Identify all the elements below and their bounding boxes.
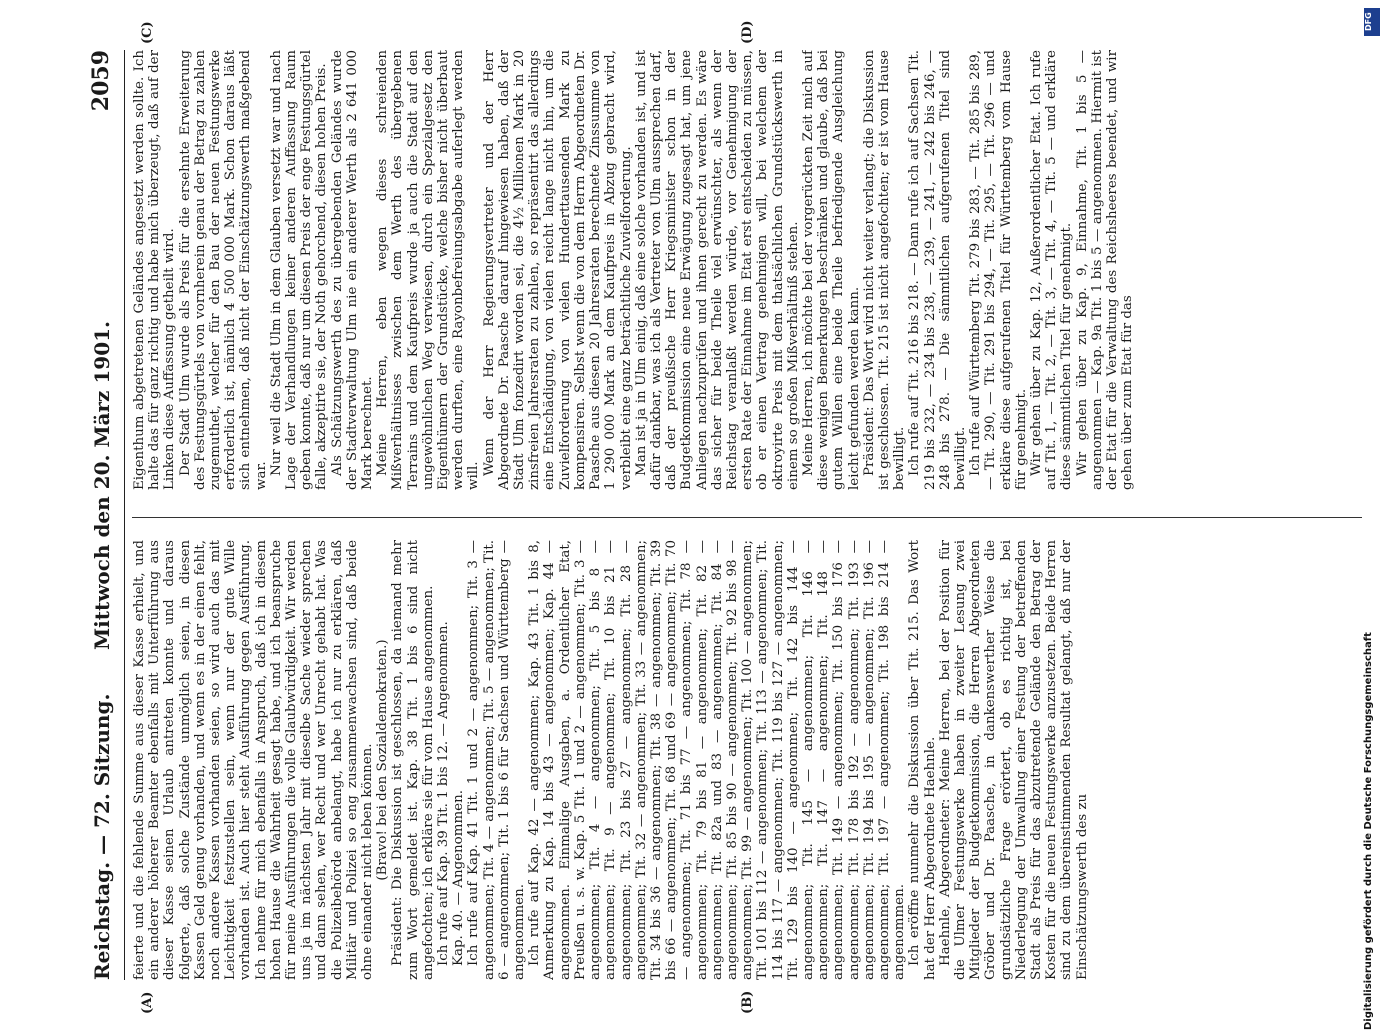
paragraph: Wir gehen über zu Kap. 9, Einnahme, Tit. 1 bis 5 — angenommen — Kap. 9a Tit. 1 bis 5 — angenommen. Hiermit ist der Etat für die Verwaltung des Reichsheeres beendet, und wir gehen über zum Etat für das	[1074, 50, 1136, 490]
column-divider	[132, 517, 1362, 518]
left-column	[132, 540, 1362, 980]
document-page	[30, 20, 1370, 1014]
paragraph: Ich rufe auf Tit. 216 bis 218. — Dann rufe ich auf Sachsen Tit. 219 bis 232, — 234 bis 238, — 239, — 241, — 242 bis 246, — 248 bis 278. — Die sämmtlichen aufgerufenen Titel sind bewilligt.	[907, 50, 968, 490]
paragraph: Meine Herren, eben wegen dieses schreienden Mißverhältnisses zwischen dem Werth des übergebenen Terrains und dem Kaufpreis wurde ja auch die Stadt auf den ungewöhnlichen Weg verwiesen, durch ein Spezialgesetz den Eigenthümern der Grundstücke, welche bisher nicht überbaut werden durften, eine Rayonbefreiungsabgabe auferlegt werden will.	[375, 50, 482, 490]
paragraph: Ich eröffne nunmehr die Diskussion über Tit. 215. Das Wort hat der Herr Abgeordnete Haehnle.	[907, 540, 938, 980]
paragraph: Wenn der Herr Regierungsvertreter und der Herr Abgeordnete Dr. Paasche darauf hingewiesen haben, daß der Stadt Ulm fonzedirt worden sei, die 4½ Millionen Mark in 20 zinsfreien Jahresraten zu zahlen, so repräsentirt das allerdings eine Entschädigung, von vielen reicht lange nicht hin, um die Zuvielforderung von vielen Hunderttausenden Mark zu kompensiren. Selbst wenn die von dem Herrn Abgeordneten Dr. Paasche aus diesen 20 Jahresraten berechnete Zinssumme von 1 290 000 Mark an dem Kaufpreis in Abzug gebracht wird, verbleibt eine ganz beträchtliche Zuvielforderung.	[481, 50, 634, 490]
paragraph: Präsident: Das Wort wird nicht weiter verlangt; die Diskussion ist geschlossen. Tit. 215 ist nicht angefochten; er ist vom Hause bewilligt.	[861, 50, 908, 490]
page-number: 2059	[88, 50, 114, 112]
paragraph: Präsident: Die Diskussion ist geschlossen, da niemand mehr zum Wort gemeldet ist. Kap. 38 Tit. 1 bis 6 sind nicht angefochten; ich erkläre sie für vom Hause angenommen.	[390, 540, 436, 980]
rotated-page-content	[80, 20, 1370, 1014]
margin-marker-d: (D)	[740, 20, 755, 44]
paragraph: Man ist ja in Ulm einig, daß eine solche vorhanden ist, und ist dafür dankbar, was ich als Vertreter von Ulm aussprechen darf, daß der preußische Herr Kriegsminister schon in der Budgetkommission eine neue Erwägung zugesagt hat, um jene Anliegen nachzuprüfen und ihnen gerecht zu werden. Es wäre das sicher für beide Theile viel erwünschter, als wenn der Reichstag veranlaßt werden würde, vor Genehmigung der ersten Rate der Einnahme im Etat erst entscheiden zu müssen, ob er einen Vertrag genehmigen will, bei welchem der oktroyirte Preis mit dem thatsächlichen Grundstückswerth in einem so großen Mißverhältniß stehen.	[633, 50, 801, 490]
header-date: Mittwoch den 20. März 1901.	[90, 320, 114, 650]
margin-marker-a: (A)	[140, 991, 155, 1014]
paragraph: Ich rufe auf Kap. 42 — angenommen; Kap. 43 Tit. 1 bis 8, Anmerkung zu Kap. 14 bis 43 — angenommen; Kap. 44 — angenommen. Einmalige Ausgaben, a. Ordentlicher Etat, Preußen u. s. w. Kap. 5 Tit. 1 und 2 — angenommen; Tit. 3 — angenommen; Tit. 4 — angenommen; Tit. 5 bis 8 — angenommen; Tit. 9 — angenommen; Tit. 10 bis 21 — angenommen; Tit. 23 bis 27 — angenommen; Tit. 28 — angenommen; Tit. 32 — angenommen; Tit. 33 — angenommen; Tit. 34 bis 36 — angenommen; Tit. 38 — angenommen; Tit. 39 bis 66 — angenommen; Tit. 68 und 69 — angenommen; Tit. 70 — angenommen; Tit. 71 bis 77 — angenommen; Tit. 78 — angenommen; Tit. 79 bis 81 — angenommen; Tit. 82 — angenommen; Tit. 82a und 83 — angenommen; Tit. 84 — angenommen; Tit. 85 bis 90 — angenommen; Tit. 92 bis 98 — angenommen; Tit. 99 — angenommen; Tit. 100 — angenommen; Tit. 101 bis 112 — angenommen; Tit. 113 — angenommen; Tit. 114 bis 117 — angenommen; Tit. 119 bis 127 — angenommen; Tit. 129 bis 140 — angenommen; Tit. 142 bis 144 — angenommen; Tit. 145 — angenommen; Tit. 146 — angenommen; Tit. 147 — angenommen; Tit. 148 — angenommen; Tit. 149 — angenommen; Tit. 150 bis 176 — angenommen; Tit. 178 bis 192 — angenommen; Tit. 193 — angenommen; Tit. 194 bis 195 — angenommen; Tit. 196 — angenommen; Tit. 197 — angenommen; Tit. 198 bis 214 — angenommen.	[527, 540, 908, 980]
paragraph: Meine Herren, ich möchte bei der vorgerückten Zeit mich auf diese wenigen Bemerkungen beschränken und glaube, daß bei gutem Willen eine beide Theile befriedigende Ausgleichung leicht gefunden werden kann.	[800, 50, 862, 490]
paragraph: Der Stadt Ulm wurde als Preis für die ersehnte Erweiterung des Festungsgürtels von vornherein genau der Betrag zu zahlen zugemuthet, welcher für den Bau der neuen Festungswerke erforderlich ist, nämlich 4 500 000 Mark. Schon daraus läßt sich entnehmen, daß nicht der Einschätzungswerth maßgebend war.	[177, 50, 269, 490]
right-column	[132, 50, 1362, 490]
paragraph: Ich rufe auf Kap. 39 Tit. 1 bis 12. — Angenommen.	[436, 621, 452, 966]
paragraph: Haehnle, Abgeordneter: Meine Herren, bei der Position für die Ulmer Festungswerke haben in zweiter Lesung zwei Mitglieder der Budgetkommission, die Herren Abgeordneten Gröber und Dr. Paasche, in dankenswerther Weise die grundsätzliche Frage erörtert, ob es richtig ist, bei Niederlegung der Umwallung einer Festung der betreffenden Stadt als Preis für das abzutretende Gelände den Betrag der Kosten für die neuen Festungswerke anzusetzen. Beide Herren sind zu dem übereinstimmenden Resultat gelangt, daß nur der Einschätzungswerth des zu	[937, 540, 1090, 980]
paragraph: (Bravo! bei den Sozialdemokraten.)	[375, 639, 391, 881]
margin-marker-c: (C)	[140, 21, 155, 44]
paragraph: Ich rufe auf Kap. 41 Tit. 1 und 2 — angenommen; Tit. 3 — angenommen; Tit. 4 — angenommen; Tit. 5 — angenommen; Tit. 6 — angenommen; Tit. 1 bis 6 für Sachsen und Württemberg — angenommen.	[466, 540, 528, 980]
paragraph: Nur weil die Stadt Ulm in dem Glauben versetzt war und nach Lage der Verhandlungen keiner anderen Auffassung Raum geben konnte, daß nur um diesen Preis der enge Festungsgürtel falle, akzeptirte sie, der Noth gehorchend, diesen hohen Preis.	[268, 50, 330, 490]
page-header	[80, 50, 125, 980]
digitization-note: Digitalisierung gefördert durch die Deutsche Forschungsgemeinschaft	[1363, 632, 1374, 1030]
paragraph: Wir gehen über zu Kap. 12, Außerordentlicher Etat. Ich rufe auf Tit. 1, — Tit. 2, — Tit. 3, — Tit. 4, — Tit. 5 — und erkläre diese sämmtlichen Titel für genehmigt.	[1028, 50, 1075, 490]
dfg-logo: DFG	[1364, 8, 1380, 36]
paragraph: Eigenthum abgetretenen Geländes angesetzt werden sollte. Ich halte das für ganz richtig und habe mich überzeugt, daß auf der Linken diese Auffassung getheilt wird.	[132, 50, 178, 490]
header-left: Reichstag. — 72. Sitzung.	[90, 693, 114, 980]
margin-marker-b: (B)	[740, 990, 755, 1014]
paragraph: Als Schätzungswerth des zu übergebenden Geländes wurde der Stadtverwaltung Ulm nie ein anderer Werth als 2 641 000 Mark berechnet.	[329, 50, 376, 490]
paragraph: feierte und die fehlende Summe aus dieser Kasse erhielt, und ein anderer höherer Beamter ebenfalls mit Unterführung aus dieser Kasse seinen Urlaub antreten konnte und daraus folgerte, daß solche Zustände unmöglich seien, in diesen Kassen Geld genug vorhanden, und wenn es in der einen fehlt, noch andere Kassen vorhanden seien, so wird auch das mit Leichtigkeit festzustellen sein, wenn nur der gute Wille vorhanden ist. Auch hier steht Ausführung gegen Ausführung. Ich nehme für mich ebenfalls in Anspruch, daß ich in diesem hohen Hause die Wahrheit gesagt habe, und ich beanspruche für meine Ausführungen die volle Glaubwürdigkeit. Wir werden uns ja im nächsten Jahr mit dieselbe Sache wieder sprechen und dann sehen, wer Recht und wer Unrecht gehabt hat. Was die Polizeibehörde anbelangt, habe ich nur zu erklären, daß Militär und Polizei so eng zusammenwachsen sind, daß beide ohne einander nicht leben können.	[132, 540, 376, 980]
paragraph: Kap. 40. — Angenommen.	[451, 790, 467, 966]
paragraph: Ich rufe auf Württemberg Tit. 279 bis 283, — Tit. 285 bis 289, — Tit. 290, — Tit. 291 bis 294, — Tit. 295, — Tit. 296 — und erkläre diese aufgerufenen Titel für Württemberg vom Hause für genehmigt.	[968, 50, 1029, 490]
